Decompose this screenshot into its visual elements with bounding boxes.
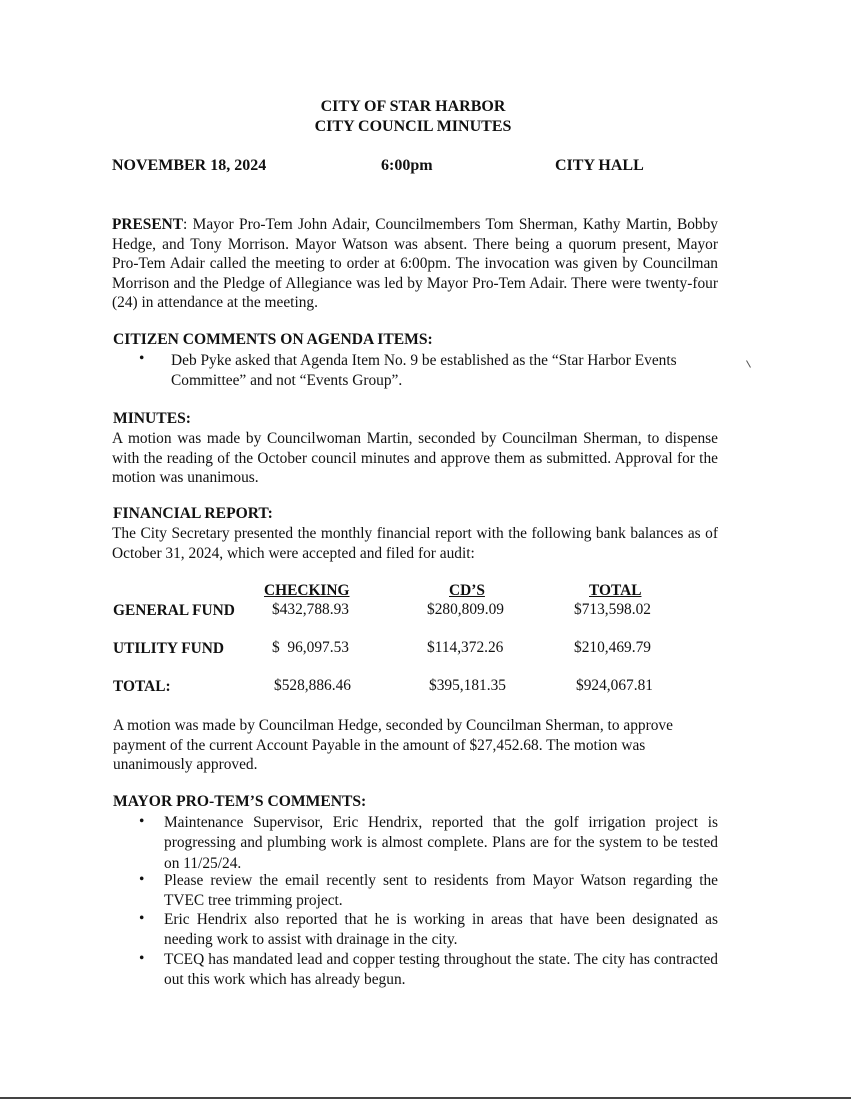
general-fund-checking: $432,788.93 bbox=[272, 601, 349, 618]
meeting-place: CITY HALL bbox=[555, 157, 644, 174]
present-label: PRESENT bbox=[112, 216, 183, 233]
city-title: CITY OF STAR HARBOR bbox=[320, 98, 506, 115]
column-header-total: TOTAL bbox=[589, 582, 642, 599]
minutes-paragraph: A motion was made by Councilwoman Martin, seconded by Councilman Sherman, to dispense with the reading of the October council minutes and approve them as submitted. Approval for the motion was unanimous. bbox=[112, 430, 718, 487]
financial-report-heading: FINANCIAL REPORT: bbox=[113, 505, 273, 522]
minutes-heading: MINUTES: bbox=[113, 410, 191, 427]
scan-artifact bbox=[746, 360, 751, 367]
utility-fund-checking: $ 96,097.53 bbox=[272, 639, 349, 656]
document-title: CITY COUNCIL MINUTES bbox=[314, 118, 512, 135]
present-text: : Mayor Pro-Tem John Adair, Councilmembers Tom Sherman, Kathy Martin, Bobby Hedge, and Tony Morrison. Mayor Watson was absent. There being a quorum present, Mayor Pro-Tem Adair called the meeting to order at 6:00pm. The invocation was given by Councilman Morrison and the Pledge of Allegiance was led by Mayor Pro-Tem Adair. There were twenty-four (24) in attendance at the meeting. bbox=[112, 216, 718, 312]
utility-fund-total: $210,469.79 bbox=[574, 639, 651, 656]
mayor-comments-heading: MAYOR PRO-TEM’S COMMENTS: bbox=[113, 793, 367, 810]
citizen-comment-item: Deb Pyke asked that Agenda Item No. 9 be established as the “Star Harbor Events Committee” and not “Events Group”. bbox=[171, 352, 677, 389]
bullet-icon: • bbox=[139, 910, 145, 927]
utility-fund-cds: $114,372.26 bbox=[427, 639, 504, 656]
mayor-comment-item: Maintenance Supervisor, Eric Hendrix, reported that the golf irrigation project is progressing and plumbing work is almost complete. Plans are for the system to be tested on 11/25/24. bbox=[164, 814, 718, 872]
financial-report-paragraph: The City Secretary presented the monthly financial report with the following bank balances as of October 31, 2024, which were accepted and filed for audit: bbox=[112, 525, 718, 562]
total-checking: $528,886.46 bbox=[274, 677, 351, 694]
accounts-payable-motion: A motion was made by Councilman Hedge, seconded by Councilman Sherman, to approve payment of the current Account Payable in the amount of $27,452.68. The motion was unanimously approved. bbox=[113, 717, 673, 773]
meeting-time: 6:00pm bbox=[381, 157, 433, 174]
bullet-icon: • bbox=[139, 350, 145, 367]
row-label-total: TOTAL: bbox=[113, 678, 171, 695]
mayor-comment-item: Eric Hendrix also reported that he is working in areas that have been designated as needing work to assist with drainage in the city. bbox=[164, 911, 718, 949]
present-paragraph bbox=[112, 215, 718, 313]
row-label-general-fund: GENERAL FUND bbox=[113, 602, 235, 619]
column-header-checking: CHECKING bbox=[264, 582, 350, 599]
mayor-comment-item: TCEQ has mandated lead and copper testing throughout the state. The city has contracted out this work which has already begun. bbox=[164, 951, 718, 989]
column-header-cds: CD’S bbox=[449, 582, 485, 599]
meeting-date: NOVEMBER 18, 2024 bbox=[112, 157, 267, 174]
bullet-icon: • bbox=[139, 871, 145, 888]
bullet-icon: • bbox=[139, 813, 145, 830]
total-cds: $395,181.35 bbox=[429, 677, 506, 694]
citizen-comments-heading: CITIZEN COMMENTS ON AGENDA ITEMS: bbox=[113, 331, 433, 348]
general-fund-total: $713,598.02 bbox=[574, 601, 651, 618]
grand-total: $924,067.81 bbox=[576, 677, 653, 694]
page-bottom-edge bbox=[0, 1097, 851, 1099]
mayor-comment-item: Please review the email recently sent to residents from Mayor Watson regarding the TVEC tree trimming project. bbox=[164, 872, 718, 910]
bullet-icon: • bbox=[139, 950, 145, 967]
general-fund-cds: $280,809.09 bbox=[427, 601, 504, 618]
row-label-utility-fund: UTILITY FUND bbox=[113, 640, 225, 657]
